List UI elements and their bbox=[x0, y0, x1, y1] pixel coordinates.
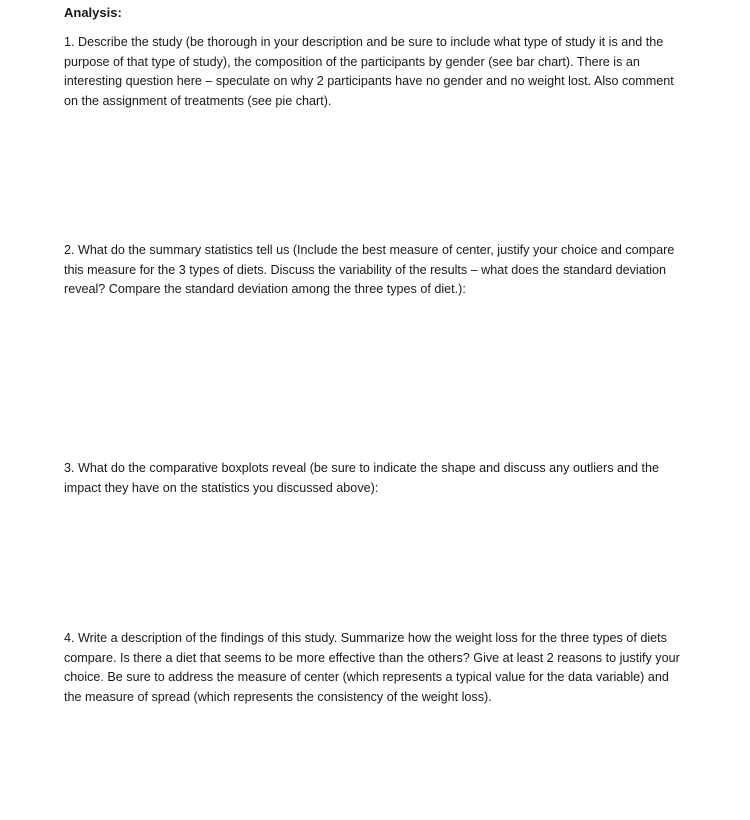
answer-space-2[interactable] bbox=[64, 305, 686, 455]
answer-space-4[interactable] bbox=[64, 730, 686, 810]
answer-space-3[interactable] bbox=[64, 505, 686, 620]
answer-space-1[interactable] bbox=[64, 115, 686, 235]
question-4: 4. Write a description of the findings of this study. Summarize how the weight loss for the three types of diets compare. Is there a diet that seems to be more effective than the others? Give at least 2 reasons to justify your choice. Be sure to address the measure of center (which represents a typical value for the data variable) and the measure of spread (which represents the consistency of the weight loss). bbox=[64, 631, 680, 704]
analysis-heading: Analysis: bbox=[64, 5, 122, 20]
question-2: 2. What do the summary statistics tell us (Include the best measure of center, justify your choice and compare this measure for the 3 types of diets. Discuss the variability of the results – what does the standard deviation reveal? Compare the standard deviation among the three types of diet.): bbox=[64, 243, 675, 296]
question-1: 1. Describe the study (be thorough in your description and be sure to include what type of study it is and the purpose of that type of study), the composition of the participants by gender (see bar chart). There is an interesting question here – speculate on why 2 participants have no gender and no weight lost. Also comment on the assignment of treatments (see pie chart). bbox=[64, 35, 674, 108]
question-3: 3. What do the comparative boxplots reveal (be sure to indicate the shape and discuss any outliers and the impact they have on the statistics you discussed above): bbox=[64, 461, 660, 495]
